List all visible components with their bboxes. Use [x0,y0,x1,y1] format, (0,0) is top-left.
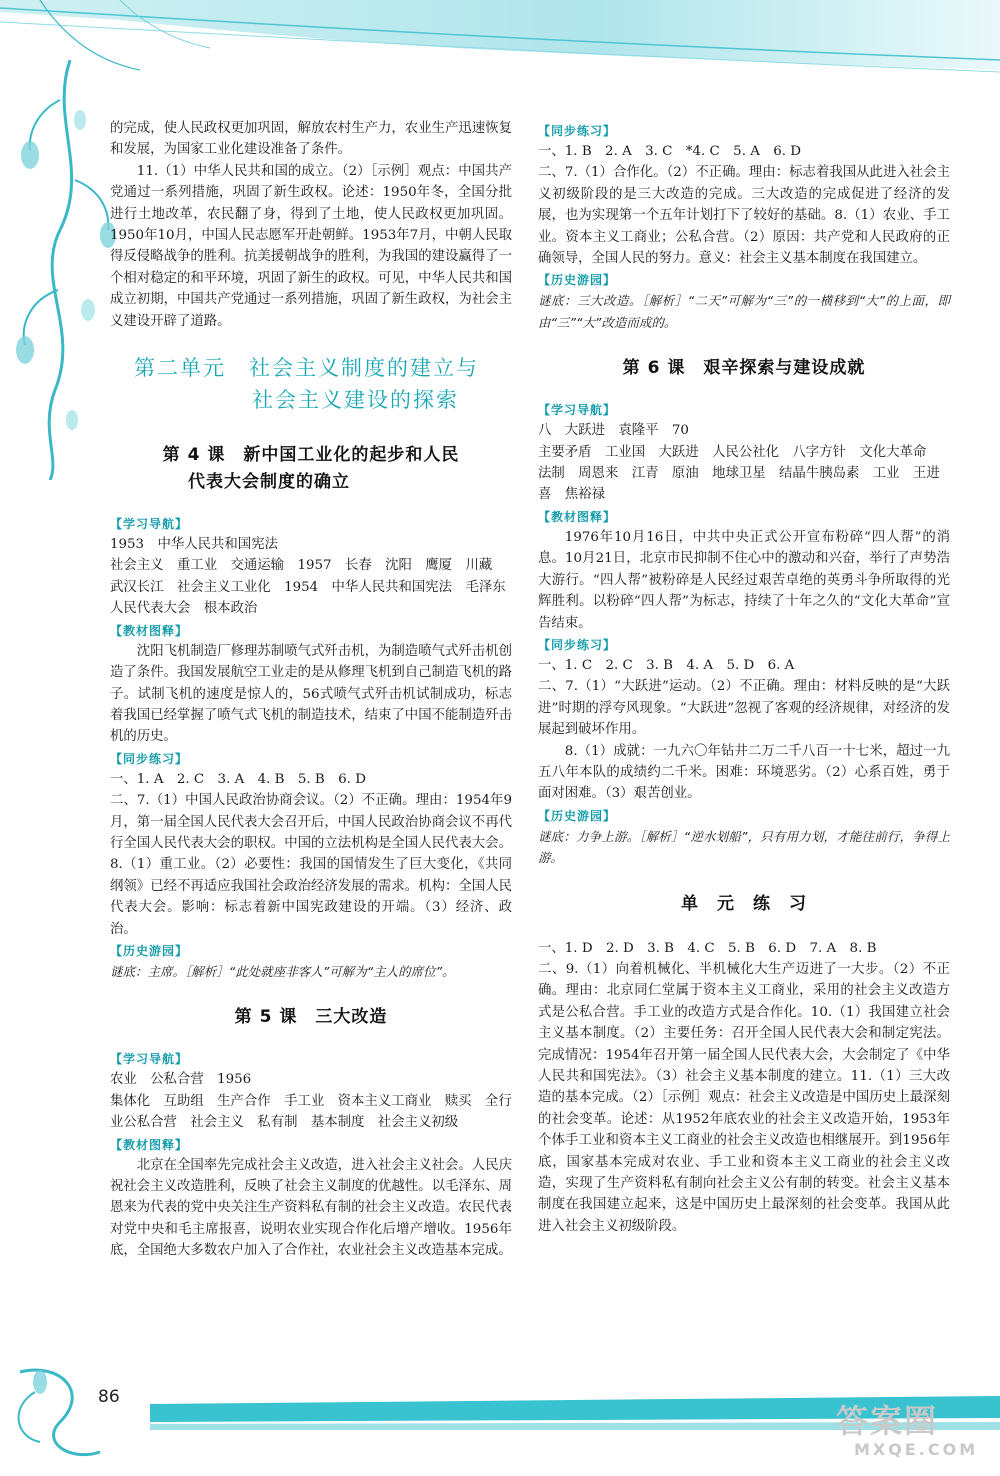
top-ribbon-decoration [0,0,1000,120]
unit-practice-line: 二、9.（1）向着机械化、半机械化大生产迈进了一大步。（2）不正确。理由：北京同仁堂属于资本主义工商业，采用的社会主义改造方式是公私合营。手工业的改造方式是合作化。10.（1）我国建立社会主义基本制度。（2）主要任务：召开全国人民代表大会和制定宪法。完成情况：1954年召开第一届全国人民代表大会，大会制定了《中华人民共和国宪法》。（3）社会主义基本制度的建立。11.（1）三大改造的基本完成。（2）［示例］观点：社会主义改造是中国历史上最深刻的社会变革。论述：从1952年底农业的社会主义改造开始，1953年个体手工业和资本主义工商业的社会主义改造也相继展开。到1956年底，国家基本完成对农业、手工业和资本主义工商业的社会主义改造，实现了生产资料私有制向社会主义公有制的转变。社会主义基本制度在我国建立起来，这是中国历史上最深刻的社会变革。我国从此进入社会主义初级阶段。 [538,961,950,1234]
lesson-4-title-line1: 第 4 课 新中国工业化的起步和人民 [162,445,460,466]
riddle-answer: 谜底：主席。［解析］“此处就座非客人”可解为“主人的席位”。 [110,963,455,979]
riddle-answer: 谜底：三大改造。［解析］“二天”可解为“三”的一横移到“大”的上面，即由“三”“大”改造而成的。 [538,293,950,330]
section-tag-game: 【历史游园】 [538,273,617,288]
picture-explanation: 北京在全国率先完成社会主义改造，进入社会主义社会。人民庆祝社会主义改造胜利，反映了社会主义制度的优越性。以毛泽东、周恩来为代表的党中央关注生产资料私有制的社会主义改造。农民代表对党中央和毛主席报喜，说明农业实现合作化后增产增收。1956年底，全国绝大多数农户加入了合作社，农业社会主义改造基本完成。 [110,1157,512,1259]
guide-line: 集体化 互助组 生产合作 手工业 资本主义工商业 赎买 全行业公私合营 社会主义 私有制 基本制度 社会主义初级 [110,1093,512,1131]
section-tag-guide: 【学习导航】 [538,403,617,418]
riddle-answer: 谜底：力争上游。［解析］“逆水划船”，只有用力划，才能往前行，争得上游。 [538,828,950,866]
practice-line: 二、7.（1）合作化。（2）不正确。理由：标志着我国从此进入社会主义初级阶段的是三大改造的完成。三大改造的完成促进了经济的发展，也为实现第一个五年计划打下了较好的基础。8.（1）农业、手工业。资本主义工商业；公私合营。（2）原因：共产党和人民政府的正确领导，全国人民的努力。意义：社会主义基本制度在我国建立。 [538,165,950,267]
page-number: 86 [98,1387,120,1407]
carryover-paragraph: 的完成，使人民政权更加巩固，解放农村生产力，农业生产迅速恢复和发展，为国家工业化建设准备了条件。 [110,121,512,158]
picture-explanation: 1976年10月16日，中共中央正式公开宣布粉碎“四人帮”的消息。10月21日，北京市民抑制不住心中的激动和兴奋，举行了声势浩大游行。“四人帮”被粉碎是人民经过艰苦卓绝的英勇斗争所取得的光辉胜利。以粉碎“四人帮”为标志，持续了十年之久的“文化大革命”宣告结束。 [538,529,950,631]
answer-11-paragraph: 11.（1）中华人民共和国的成立。（2）［示例］观点：中国共产党通过一系列措施，巩固了新生政权。论述：1950年冬，全国分批进行土地改革，农民翻了身，得到了土地，使人民政权更加巩固。1950年10月，中国人民志愿军开赴朝鲜。1953年7月，中朝人民取得反侵略战争的胜利。抗美援朝战争的胜利，为我国的建设赢得了一个相对稳定的和平环境，巩固了新生的政权。可见，中华人民共和国成立初期，中国共产党通过一系列措施，巩固了新生政权，为社会主义建设开辟了道路。 [110,163,512,329]
guide-line: 农业 公私合营 1956 [110,1072,252,1088]
watermark-logo [836,1402,986,1472]
section-tag-game: 【历史游园】 [110,943,189,958]
unit-practice-line: 一、1. D 2. D 3. B 4. C 5. B 6. D 7. A 8. B [538,940,877,956]
unit-practice-title: 单 元 练 习 [681,893,807,914]
section-tag-guide: 【学习导航】 [110,1052,189,1067]
lesson-6-title: 第 6 课 艰辛探索与建设成就 [622,358,866,379]
practice-line: 二、7.（1）“大跃进”运动。（2）不正确。理由：材料反映的是“大跃进”时期的浮夸风现象。“大跃进”忽视了客观的经济规律，对经济的发展起到破坏作用。 [538,679,950,738]
guide-line: 1953 中华人民共和国宪法 [110,537,278,553]
guide-line: 主要矛盾 工业国 大跃进 人民公社化 八字方针 文化大革命 法制 周恩来 江青 原油 地球卫星 结晶牛胰岛素 工业 王进喜 焦裕禄 [538,444,940,503]
practice-line: 一、1. A 2. C 3. A 4. B 5. B 6. D [110,771,366,787]
section-tag-picture: 【教材图释】 [538,509,617,524]
section-tag-guide: 【学习导航】 [110,517,189,532]
lesson-4-title-line2: 代表大会制度的确立 [188,472,350,493]
lesson-4-title [110,442,512,496]
picture-explanation: 沈阳飞机制造厂修理苏制喷气式歼击机，为制造喷气式歼击机创造了条件。我国发展航空工业走的是从修理飞机到自己制造飞机的路子。试制飞机的速度是惊人的，56式喷气式歼击机试制成功，标志着我国已经掌握了喷气式飞机的制造技术，结束了中国不能制造歼击机的历史。 [110,643,512,745]
watermark-line2: MXQE.COM [854,1440,979,1459]
section-tag-picture: 【教材图释】 [110,1137,189,1152]
section-tag-practice: 【同步练习】 [538,637,617,652]
guide-line: 社会主义 重工业 交通运输 1957 长春 沈阳 鹰厦 川藏 武汉长江 社会主义工业化 1954 中华人民共和国宪法 毛泽东 人民代表大会 根本政治 [110,558,520,617]
guide-line: 八 大跃进 袁隆平 70 [538,423,689,439]
practice-line: 8.（1）成就：一九六〇年钻井二万二千八百一十七米，超过一九五八年本队的成绩约二千米。困难：环境恶劣。（2）心系百姓，勇于面对困难。（3）艰苦创业。 [538,743,950,802]
watermark-line1: 答案圈 [836,1402,939,1440]
unit-title-line2: 社会主义建设的探索 [252,388,459,413]
left-column [110,118,520,1262]
section-tag-practice: 【同步练习】 [538,124,617,138]
unit-title-line1: 第二单元 社会主义制度的建立与 [134,356,479,381]
section-tag-practice: 【同步练习】 [110,751,189,766]
lesson-5-title: 第 5 课 三大改造 [234,1007,388,1028]
practice-line: 一、1. B 2. A 3. C *4. C 5. A 6. D [538,144,802,159]
unit-title [134,352,512,416]
right-column [538,120,950,1237]
section-tag-picture: 【教材图释】 [110,623,189,638]
practice-line: 一、1. C 2. C 3. B 4. A 5. D 6. A [538,657,795,673]
practice-line: 二、7.（1）中国人民政治协商会议。（2）不正确。理由：1954年9月，第一届全国人民代表大会召开后，中国人民政治协商会议不再代行全国人民代表大会的职权。中国的立法机构是全国人民代表大会。8.（1）重工业。（2）必要性：我国的国情发生了巨大变化，《共同纲领》已经不再适应我国社会政治经济发展的需求。机构：全国人民代表大会。影响：标志着新中国宪政建设的开端。（3）经济、政治。 [110,793,512,937]
section-tag-game: 【历史游园】 [538,808,617,823]
